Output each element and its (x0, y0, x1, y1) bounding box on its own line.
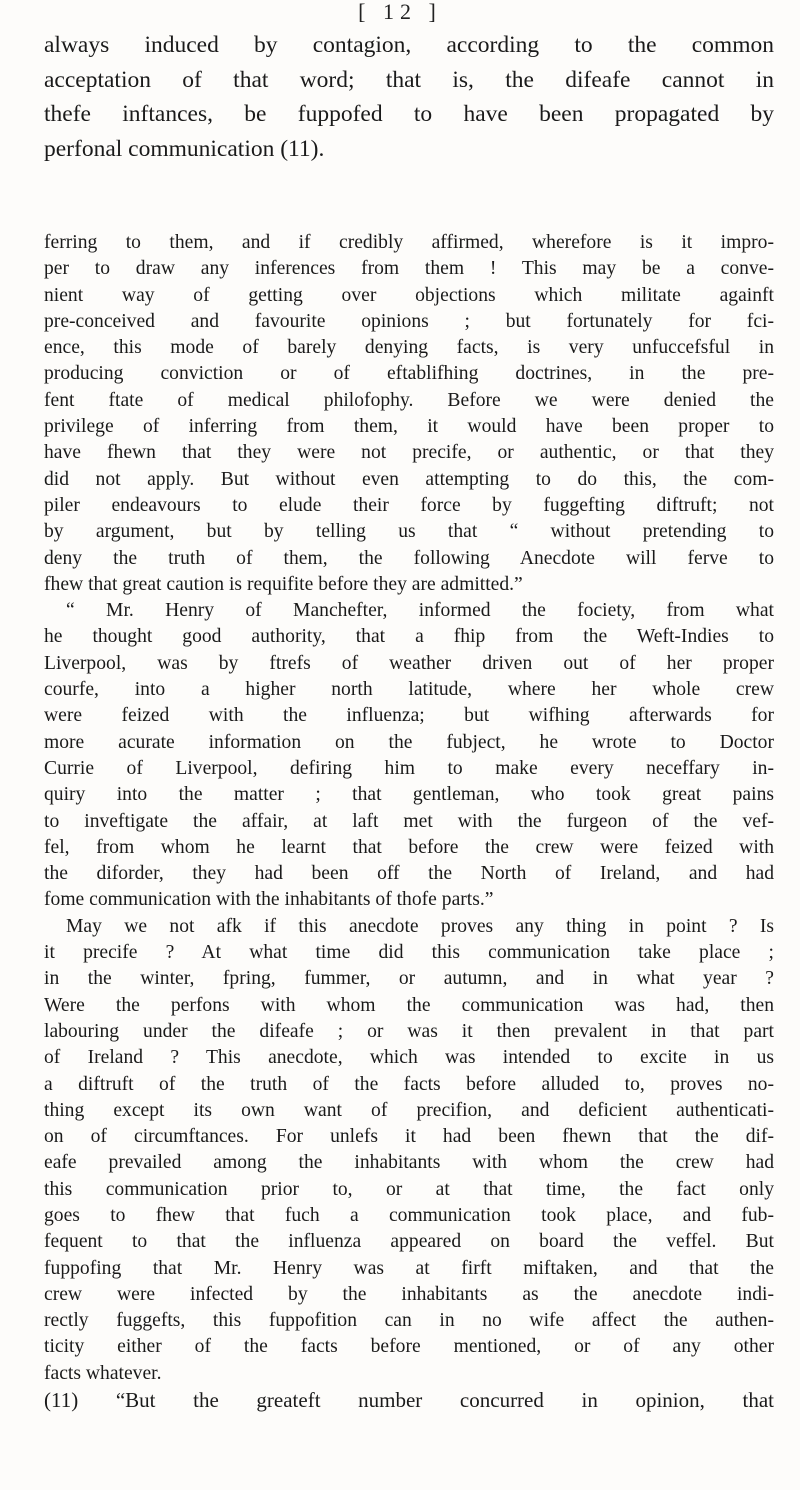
text-line: Liverpool, was by ftrefs of weather driven out of her proper (44, 652, 774, 674)
text-line: nient way of getting over objections which militate againft (44, 284, 774, 306)
text-line: courfe, into a higher north latitude, where her whole crew (44, 679, 774, 701)
text-line: acceptation of that word; that is, the difeafe cannot in (44, 66, 774, 93)
text-line: ferring to them, and if credibly affirmed, wherefore is it impro- (44, 232, 774, 253)
text-line: of Ireland ? This anecdote, which was intended to excite in us (44, 1047, 774, 1069)
text-line: ticity either of the facts before mentioned, or of any other (44, 1336, 774, 1358)
text-line: always induced by contagion, according to the common (44, 32, 774, 58)
text-line: quiry into the matter ; that gentleman, who took great pains (44, 784, 774, 806)
text-line: fome communication with the inhabitants of thofe parts.” (44, 889, 494, 911)
text-line: he thought good authority, that a fhip from the Weft-Indies to (44, 626, 774, 648)
text-line: this communication prior to, or at that time, the fact only (44, 1178, 774, 1200)
text-line: labouring under the difeafe ; or was it then prevalent in that part (44, 1020, 774, 1042)
text-line: in the winter, fpring, fummer, or autumn, and in what year ? (44, 968, 774, 990)
text-line: more acurate information on the fubject, he wrote to Doctor (44, 731, 774, 753)
text-line: to inveftigate the affair, at laft met with the furgeon of the vef- (44, 810, 774, 832)
text-line: a diftruft of the truth of the facts before alluded to, proves no- (44, 1073, 774, 1095)
text-line: piler endeavours to elude their force by fuggefting diftruft; not (44, 494, 774, 516)
text-line: thefe inftances, be fuppofed to have been propagated by (44, 101, 774, 127)
text-line: thing except its own want of precifion, and deficient authenticati- (44, 1099, 774, 1121)
text-line: ence, this mode of barely denying facts, is very unfuccefsful in (44, 337, 774, 359)
text-line: fent ftate of medical philofophy. Before we were denied the (44, 389, 774, 411)
text-line: fuppofing that Mr. Henry was at firft miftaken, and that the (44, 1257, 774, 1279)
text-block-footnote-column (44, 230, 774, 1413)
text-line: Currie of Liverpool, defiring him to make every neceffary in- (44, 757, 774, 779)
text-line: facts whatever. (44, 1362, 162, 1384)
text-line: it precife ? At what time did this communication take place ; (44, 942, 774, 964)
text-line: have fhewn that they were not precife, or authentic, or that they (44, 442, 774, 464)
text-line: fhew that great caution is requifite before they are admitted.” (44, 573, 523, 595)
text-line: rectly fuggefts, this fuppofition can in no wife affect the authen- (44, 1310, 774, 1332)
text-line: fel, from whom he learnt that before the crew were feized with (44, 836, 774, 858)
text-line: crew were infected by the inhabitants as the anecdote indi- (44, 1283, 774, 1305)
text-line: eafe prevailed among the inhabitants with whom the crew had (44, 1152, 774, 1174)
text-line: the diforder, they had been off the North of Ireland, and had (44, 863, 774, 885)
footnote-marker-line: (11) “But the greateft number concurred in opinion, that (44, 1388, 774, 1413)
text-line: on of circumftances. For unlefs it had been fhewn that the dif- (44, 1126, 774, 1148)
text-line: “ Mr. Henry of Manchefter, informed the fociety, from what (66, 600, 774, 622)
text-block-upper (44, 28, 774, 166)
text-line: fequent to that the influenza appeared on board the veffel. But (44, 1231, 774, 1253)
text-line: deny the truth of them, the following Anecdote will ferve to (44, 547, 774, 569)
text-line: per to draw any inferences from them ! This may be a conve- (44, 258, 774, 280)
text-line: by argument, but by telling us that “ without pretending to (44, 521, 774, 543)
text-line: were feized with the influenza; but wifhing afterwards for (44, 705, 774, 727)
text-line: producing conviction or of eftablifhing doctrines, in the pre- (44, 363, 774, 385)
text-line: pre-conceived and favourite opinions ; but fortunately for fci- (44, 310, 774, 332)
text-line: privilege of inferring from them, it would have been proper to (44, 416, 774, 438)
text-line: Were the perfons with whom the communication was had, then (44, 994, 774, 1016)
text-line: goes to fhew that fuch a communication took place, and fub- (44, 1204, 774, 1226)
text-line: did not apply. But without even attempting to do this, the com- (44, 468, 774, 490)
page-number: [ 12 ] (358, 0, 442, 24)
text-line: perfonal communication (11). (44, 135, 325, 162)
text-line: May we not afk if this anecdote proves any thing in point ? Is (66, 915, 774, 937)
